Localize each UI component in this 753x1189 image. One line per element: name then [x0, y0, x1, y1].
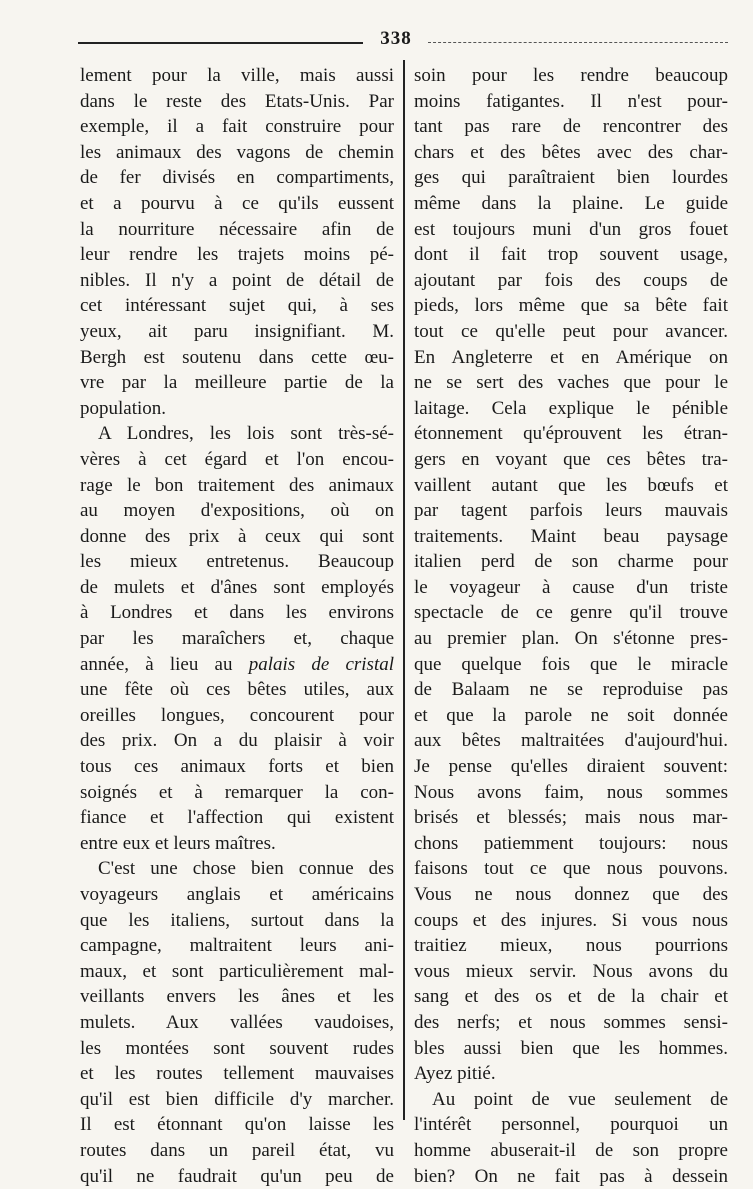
- text-line: [80, 473, 394, 499]
- text-line-content: moins fatigantes. Il n'est pour-: [414, 90, 728, 112]
- text-line-content: les animaux des vagons de chemin: [80, 141, 394, 163]
- text-line: [414, 524, 728, 550]
- right-text-column: [414, 63, 728, 1189]
- text-line: [80, 882, 394, 908]
- text-line-content: mulets. Aux vallées vaudoises,: [80, 1011, 394, 1033]
- text-line: [414, 63, 728, 89]
- text-line-content: Vous ne nous donnez que des: [414, 884, 728, 905]
- text-line: [80, 319, 394, 345]
- text-line-content: tous ces animaux forts et bien: [80, 756, 394, 778]
- text-line-content: coups et des injures. Si vous nous: [414, 909, 728, 931]
- text-line-content: à Londres et dans les environs: [80, 602, 394, 624]
- text-line: [414, 882, 728, 908]
- text-line: [414, 370, 728, 396]
- text-line: [414, 754, 728, 780]
- text-line: [414, 1061, 728, 1087]
- text-line-content: veillants envers les ânes et les: [80, 986, 394, 1008]
- text-line-content: traitiez mieux, nous pourrions: [414, 935, 728, 957]
- text-line: [80, 1164, 394, 1189]
- text-line-content: vères à cet égard et l'on encou-: [80, 448, 394, 470]
- text-line-content: chars et des bêtes avec des char-: [414, 141, 728, 163]
- text-line: [414, 396, 728, 422]
- text-line-content: oreilles longues, concourent pour: [80, 704, 394, 726]
- text-line-content: les mieux entretenus. Beaucoup: [80, 551, 394, 573]
- text-line: [414, 140, 728, 166]
- text-line: [414, 268, 728, 294]
- text-line: [80, 600, 394, 626]
- text-line: [80, 396, 394, 422]
- text-line-content: maux, et sont particulièrement mal-: [80, 960, 394, 982]
- text-line: [414, 473, 728, 499]
- text-line: [80, 728, 394, 754]
- text-line-content: brisés et blessés; mais nous mar-: [414, 807, 728, 829]
- text-line-content: des nerfs; et nous sommes sensi-: [414, 1011, 728, 1033]
- text-line-content: ne se sert des vaches que pour le: [414, 372, 728, 394]
- text-line: [414, 652, 728, 678]
- text-line-content: sang et des os et de la chair et: [414, 986, 728, 1008]
- text-line: [414, 319, 728, 345]
- text-line-content: que quelque fois que le miracle: [414, 653, 728, 675]
- text-line-content: des prix. On a du plaisir à voir: [80, 730, 394, 752]
- text-line: [80, 703, 394, 729]
- text-line: [80, 268, 394, 294]
- text-line-content: soin pour les rendre beaucoup: [414, 65, 728, 86]
- text-line-content: et que la parole ne soit donnée: [414, 704, 728, 726]
- text-line: [80, 575, 394, 601]
- text-line: [80, 89, 394, 115]
- text-line: [414, 242, 728, 268]
- text-line: [80, 652, 394, 678]
- text-line: [80, 1061, 394, 1087]
- text-line-content: dont il fait trop souvent usage,: [414, 244, 728, 266]
- text-line: [80, 114, 394, 140]
- text-line: [414, 728, 728, 754]
- text-line: [414, 89, 728, 115]
- text-line-content: et a pourvu à ce qu'ils eussent: [80, 192, 394, 214]
- text-line: [414, 1138, 728, 1164]
- text-line-content: tant pas rare de rencontrer des: [414, 116, 728, 138]
- text-line: [414, 498, 728, 524]
- text-line-content: homme abuserait-il de son propre: [414, 1139, 728, 1161]
- text-line-content: bien? On ne fait pas à dessein: [414, 1165, 728, 1187]
- text-line-content: entre eux et leurs maîtres.: [80, 832, 276, 854]
- text-line: [80, 780, 394, 806]
- text-line: [80, 498, 394, 524]
- text-line-content: pieds, lors même que sa bête fait: [414, 295, 728, 317]
- text-line-content: cet intéressant sujet qui, à ses: [80, 295, 394, 317]
- text-line: [80, 959, 394, 985]
- text-line: [80, 831, 394, 857]
- text-line: [414, 1036, 728, 1062]
- text-line-content: Au point de vue seulement de: [432, 1088, 728, 1110]
- text-line-content: le voyageur à cause d'un triste: [414, 576, 728, 598]
- text-line-content: vaillent autant que les bœufs et: [414, 474, 728, 496]
- text-line-content: de mulets et d'ânes sont employés: [80, 576, 394, 598]
- text-line-content: En Angleterre et en Amérique on: [414, 346, 728, 368]
- text-line-content: population.: [80, 397, 167, 419]
- text-line: [414, 780, 728, 806]
- text-line-content: soignés et à remarquer la con-: [80, 781, 394, 803]
- text-line: [414, 959, 728, 985]
- text-line-content: exemple, il a fait construire pour: [80, 116, 394, 138]
- text-line: [80, 1036, 394, 1062]
- text-line-content: vre par la meilleure partie de la: [80, 372, 394, 394]
- text-line-content: Bergh est soutenu dans cette œu-: [80, 346, 394, 368]
- header-rule-right: [428, 42, 728, 43]
- text-line-content: même dans la plaine. Le guide: [414, 192, 728, 214]
- text-line: [414, 293, 728, 319]
- text-line: [414, 1087, 728, 1113]
- text-line-content: dans le reste des Etats-Unis. Par: [80, 90, 394, 112]
- column-divider: [403, 60, 405, 1120]
- text-line-content: la nourriture nécessaire afin de: [80, 218, 394, 240]
- text-line: [80, 805, 394, 831]
- text-line-content: de fer divisés en compartiments,: [80, 167, 394, 189]
- text-line-content: Je pense qu'elles diraient souvent:: [414, 756, 728, 778]
- text-line-content: routes dans un pareil état, vu: [80, 1139, 394, 1161]
- text-line: [80, 626, 394, 652]
- text-line: [80, 677, 394, 703]
- left-text-column: [80, 63, 394, 1189]
- text-line-content: Nous avons faim, nous sommes: [414, 781, 728, 803]
- text-line-content: A Londres, les lois sont très-sé-: [98, 423, 394, 445]
- text-line: [80, 217, 394, 243]
- text-line: [414, 831, 728, 857]
- text-line: [80, 1138, 394, 1164]
- text-line-content: chons patiemment toujours: nous: [414, 832, 728, 854]
- text-line-content: bles aussi bien que les hommes.: [414, 1037, 728, 1059]
- text-line: [80, 140, 394, 166]
- text-line: [80, 370, 394, 396]
- text-line-content: spectacle de ce genre qu'il trouve: [414, 602, 728, 624]
- text-line-content: et les routes tellement mauvaises: [80, 1063, 394, 1085]
- text-line: [414, 933, 728, 959]
- text-line: [80, 754, 394, 780]
- text-line-content: au moyen d'expositions, où on: [80, 500, 394, 522]
- text-line-content: année, à lieu au: [80, 653, 233, 675]
- text-line: [80, 984, 394, 1010]
- text-line-content: ajoutant par fois des coups de: [414, 269, 728, 291]
- text-line-content: donne des prix à ceux qui sont: [80, 525, 394, 547]
- text-line: [414, 703, 728, 729]
- text-line: [80, 856, 394, 882]
- text-line-content: qu'il est bien difficile d'y marcher.: [80, 1088, 394, 1110]
- text-line: [414, 677, 728, 703]
- text-line: [80, 1010, 394, 1036]
- text-line: [80, 549, 394, 575]
- text-line: [414, 1164, 728, 1189]
- text-line-content: rage le bon traitement des animaux: [80, 474, 394, 496]
- text-line-content: une fête où ces bêtes utiles, aux: [80, 679, 394, 701]
- text-line-content: nibles. Il n'y a point de détail de: [80, 269, 394, 291]
- text-line: [414, 549, 728, 575]
- text-line: [80, 447, 394, 473]
- text-line: [414, 600, 728, 626]
- text-line-content: les montées sont souvent rudes: [80, 1037, 394, 1059]
- text-line: [414, 1010, 728, 1036]
- text-line: [414, 984, 728, 1010]
- text-line: [414, 165, 728, 191]
- text-line-content: yeux, ait paru insignifiant. M.: [80, 320, 394, 342]
- italic-phrase: palais de cristal: [248, 653, 394, 675]
- text-line-content: que les italiens, surtout dans la: [80, 909, 394, 931]
- text-line-content: de Balaam ne se reproduise pas: [414, 679, 728, 701]
- text-line-content: laitage. Cela explique le pénible: [414, 397, 728, 419]
- text-line: [80, 1087, 394, 1113]
- text-line-content: leur rendre les trajets moins pé-: [80, 244, 394, 266]
- text-line: [80, 63, 394, 89]
- text-line-content: vous mieux servir. Nous avons du: [414, 960, 728, 982]
- text-line-content: tout ce qu'elle peut pour avancer.: [414, 320, 728, 342]
- text-line: [80, 242, 394, 268]
- text-line: [80, 191, 394, 217]
- text-line-content: fiance et l'affection qui existent: [80, 807, 394, 829]
- text-line-content: voyageurs anglais et américains: [80, 884, 394, 905]
- text-line-content: est toujours muni d'un gros fouet: [414, 218, 728, 240]
- header-rule-left: [78, 42, 363, 44]
- text-line: [80, 1112, 394, 1138]
- text-line-content: C'est une chose bien connue des: [98, 858, 394, 880]
- text-line: [414, 575, 728, 601]
- text-line: [414, 217, 728, 243]
- text-line: [414, 908, 728, 934]
- text-line-content: ges qui paraîtraient bien lourdes: [414, 167, 728, 189]
- text-line: [80, 908, 394, 934]
- text-line: [414, 1112, 728, 1138]
- text-line: [80, 293, 394, 319]
- text-line: [414, 421, 728, 447]
- text-line: [80, 345, 394, 371]
- text-line-content: faisons tout ce que nous pouvons.: [414, 858, 728, 880]
- text-line-content: lement pour la ville, mais aussi: [80, 65, 394, 86]
- text-line-content: par tagent parfois leurs mauvais: [414, 500, 728, 522]
- text-line: [414, 856, 728, 882]
- text-line-content: Il est étonnant qu'on laisse les: [80, 1114, 394, 1136]
- text-line-content: au premier plan. On s'étonne pres-: [414, 628, 728, 650]
- text-line: [414, 805, 728, 831]
- text-line-content: aux bêtes maltraitées d'aujourd'hui.: [414, 730, 728, 752]
- text-line: [414, 447, 728, 473]
- text-line: [414, 345, 728, 371]
- text-line: [414, 626, 728, 652]
- page-number: 338: [380, 28, 412, 49]
- text-line: [80, 421, 394, 447]
- text-line-content: gers en voyant que ces bêtes tra-: [414, 448, 728, 470]
- text-line-content: l'intérêt personnel, pourquoi un: [414, 1114, 728, 1136]
- text-line: [414, 114, 728, 140]
- text-line-content: Ayez pitié.: [414, 1063, 496, 1085]
- text-line: [80, 524, 394, 550]
- text-line: [80, 165, 394, 191]
- text-line: [414, 191, 728, 217]
- text-line: [80, 933, 394, 959]
- text-line-content: étonnement qu'éprouvent les étran-: [414, 423, 728, 445]
- text-line-content: campagne, maltraitent leurs ani-: [80, 935, 394, 957]
- text-line-content: par les maraîchers et, chaque: [80, 628, 394, 650]
- text-line-content: qu'il ne faudrait qu'un peu de: [80, 1165, 394, 1187]
- text-line-content: italien perd de son charme pour: [414, 551, 728, 573]
- text-line-content: traitements. Maint beau paysage: [414, 525, 728, 547]
